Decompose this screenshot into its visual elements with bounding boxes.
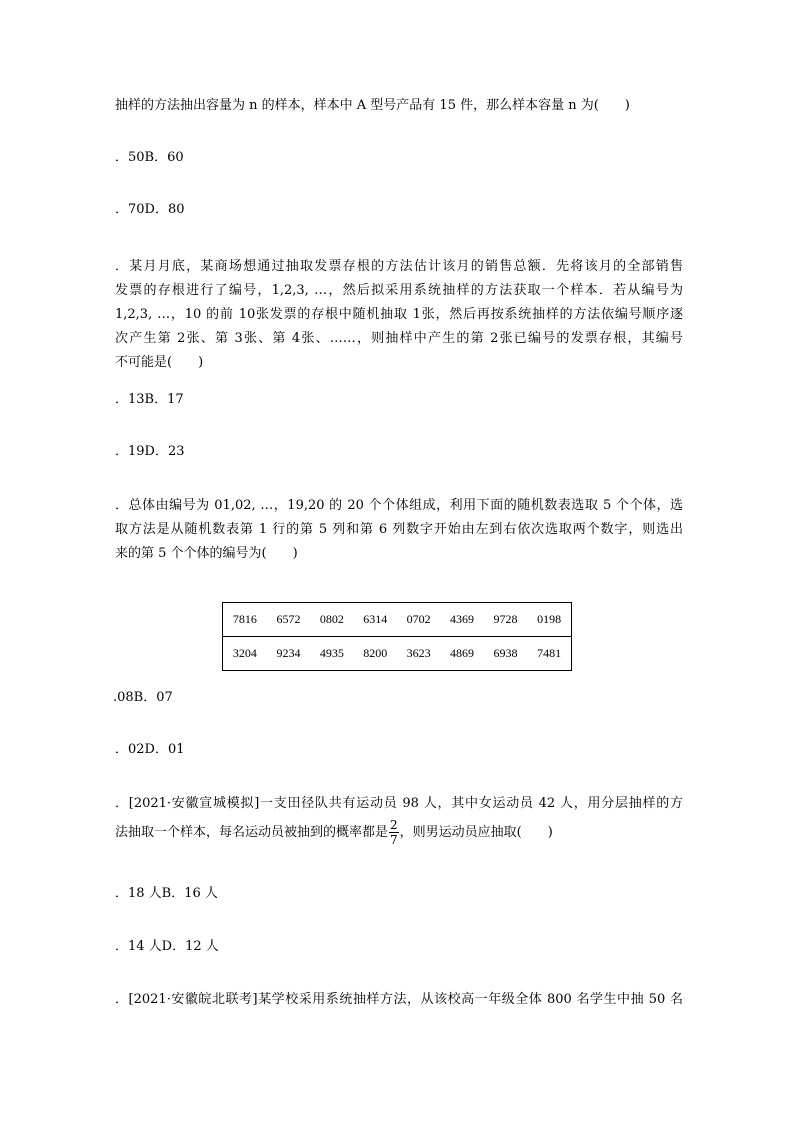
table-cell: 0802: [310, 603, 353, 637]
table-cell: 7816: [223, 603, 267, 637]
table-cell: 9234: [276, 646, 301, 660]
options-c-d: ．70D．80: [115, 202, 185, 217]
options-a-b: ．13B．17: [115, 392, 184, 407]
options-a-b: ．50B．60: [115, 150, 184, 165]
stem-text: 法抽取一个样本，每名运动员被抽到的概率都是: [115, 825, 389, 840]
fraction: [389, 818, 399, 847]
stem-line: 来的第 5 个个体的编号为( ): [115, 546, 298, 561]
stem-line: 1,2,3, …，10 的前 10张发票的存根中随机抽取 1张，然后再按系统抽样的方法依编号顺序逐: [115, 307, 683, 322]
question-systematic-stem: [115, 988, 683, 1012]
fraction-numerator: 2: [390, 818, 398, 832]
stem-line: ．总体由编号为 01,02, …，19,20 的 20 个个体组成，利用下面的随机数表选取 5 个个体，选: [115, 498, 683, 513]
question-random-table-stem: [115, 494, 683, 566]
question-stem-tail: 抽样的方法抽出容量为 n 的样本，样本中 A 型号产品有 15 件，那么样本容量 n 为( ): [115, 98, 630, 113]
options-a-b: ．18 人B．16 人: [115, 886, 218, 901]
options-c-d: ．14 人D．12 人: [115, 939, 219, 954]
stem-line: 次产生第 2张、第 3张、第 4张、……，则抽样中产生的第 2张已编号的发票存根，其编号: [115, 331, 683, 346]
table-cell: 0198: [527, 603, 571, 637]
options-a-b: .08B．07: [113, 690, 173, 705]
table-row: [223, 637, 572, 671]
options-c-d: ．19D．23: [115, 444, 185, 459]
table-cell: 4869: [450, 646, 475, 660]
table-cell: 6314: [354, 603, 397, 637]
stem-line: ．[2021·安徽皖北联考]某学校采用系统抽样方法，从该校高一年级全体 800 名学生中抽 50 名: [115, 992, 683, 1007]
table-cell: 9728: [484, 603, 527, 637]
table-cell: 4369: [440, 603, 483, 637]
table-cell: 6572: [267, 603, 310, 637]
table-cell: 7481: [537, 646, 562, 660]
question-invoice-stem: [115, 255, 683, 375]
table-cell: 4935: [319, 646, 344, 660]
table-cell: 3623: [406, 646, 431, 660]
stem-line: 取方法是从随机数表第 1 行的第 5 列和第 6 列数字开始由左到右依次选取两个数字，则选出: [115, 522, 683, 537]
table-row: [223, 603, 572, 637]
stem-line: 发票的存根进行了编号，1,2,3, …，然后拟采用系统抽样的方法获取一个样本．若从编号为: [115, 283, 683, 298]
table-cell: 3204: [232, 646, 257, 660]
table-cell: 6938: [493, 646, 518, 660]
stem-line: [115, 816, 683, 850]
fraction-denominator: 7: [390, 833, 398, 847]
table-cell: 0702: [397, 603, 440, 637]
question-stratified-stem: [115, 792, 683, 850]
stem-text: ，则男运动员应抽取( ): [399, 825, 553, 840]
table-cell: 8200: [363, 646, 388, 660]
options-c-d: ．02D．01: [115, 742, 185, 757]
random-number-table: [222, 602, 572, 671]
stem-line: ．某月月底，某商场想通过抽取发票存根的方法估计该月的销售总额．先将该月的全部销售: [115, 259, 683, 274]
stem-line: 不可能是( ): [115, 355, 204, 370]
stem-line: ．[2021·安徽宣城模拟]一支田径队共有运动员 98 人，其中女运动员 42 人，用分层抽样的方: [115, 796, 683, 811]
